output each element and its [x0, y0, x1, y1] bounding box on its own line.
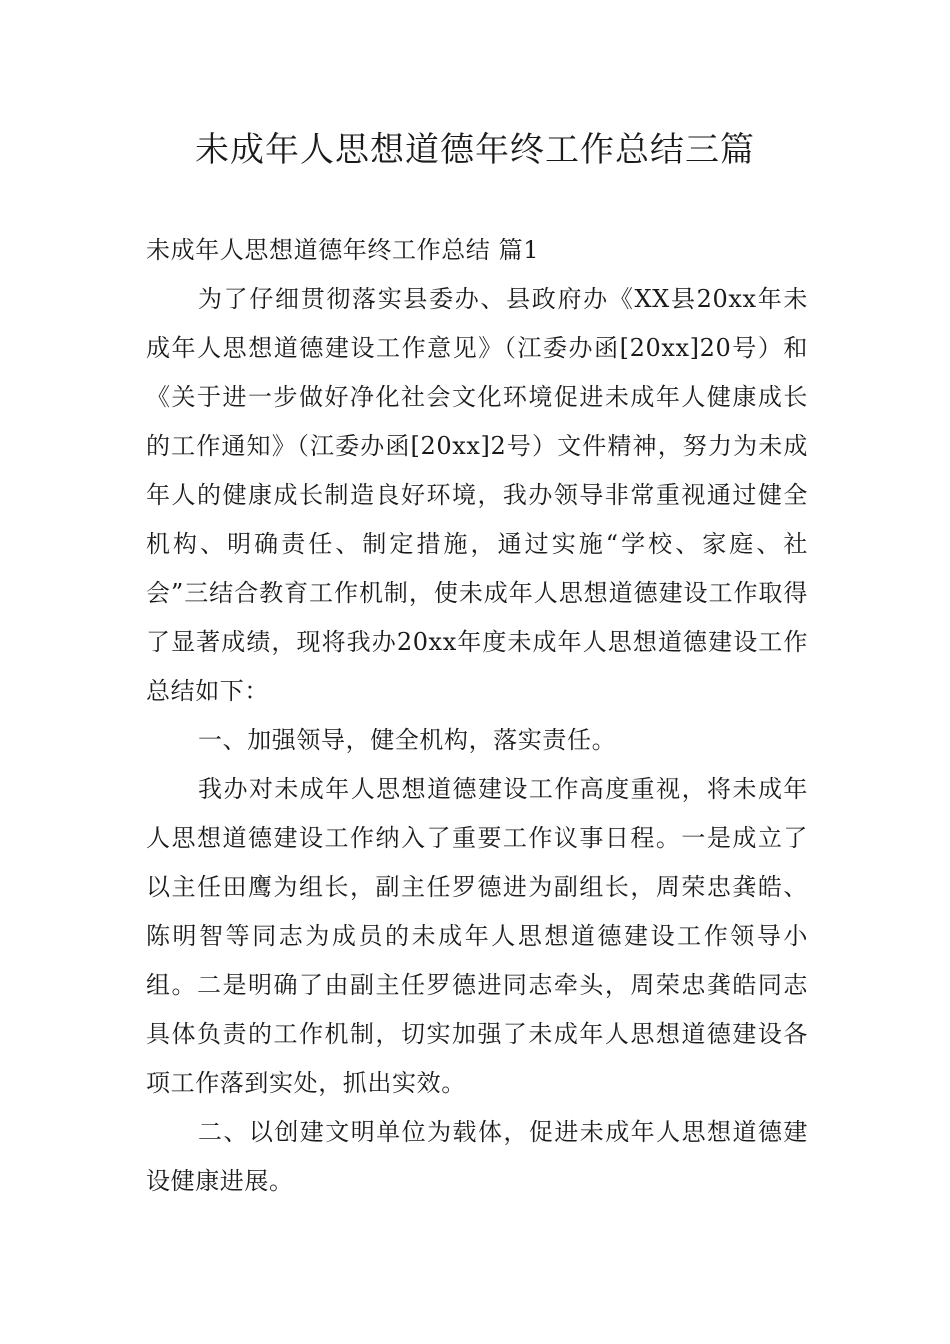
section-subtitle: 未成年人思想道德年终工作总结 篇1: [146, 236, 540, 264]
heading-section-2: 二、以创建文明单位为载体，促进未成年人思想道德建设健康进展。: [146, 1118, 808, 1195]
document-body: [146, 226, 808, 1206]
paragraph-section-1: 我办对未成年人思想道德建设工作高度重视，将未成年人思想道德建设工作纳入了重要工作议事日程。一是成立了以主任田鹰为组长，副主任罗德进为副组长，周荣忠龚皓、陈明智等同志为成员的未成年人思想道德建设工作领导小组。二是明确了由副主任罗德进同志牵头，周荣忠龚皓同志具体负责的工作机制，切实加强了未成年人思想道德建设各项工作落到实处，抓出实效。: [146, 775, 808, 1097]
heading-section-1: 一、加强领导，健全机构，落实责任。: [198, 726, 617, 754]
document-title: 未成年人思想道德年终工作总结三篇: [195, 130, 755, 170]
paragraph-intro: 为了仔细贯彻落实县委办、县政府办《XX县20xx年未成年人思想道德建设工作意见》（江委办函[20xx]20号）和《关于进一步做好净化社会文化环境促进未成年人健康成长的工作通知》（江委办函[20xx]2号）文件精神，努力为未成年人的健康成长制造良好环境，我办领导非常重视通过健全机构、明确责任、制定措施，通过实施“学校、家庭、社会”三结合教育工作机制，使未成年人思想道德建设工作取得了显著成绩，现将我办20xx年度未成年人思想道德建设工作总结如下：: [146, 285, 808, 705]
